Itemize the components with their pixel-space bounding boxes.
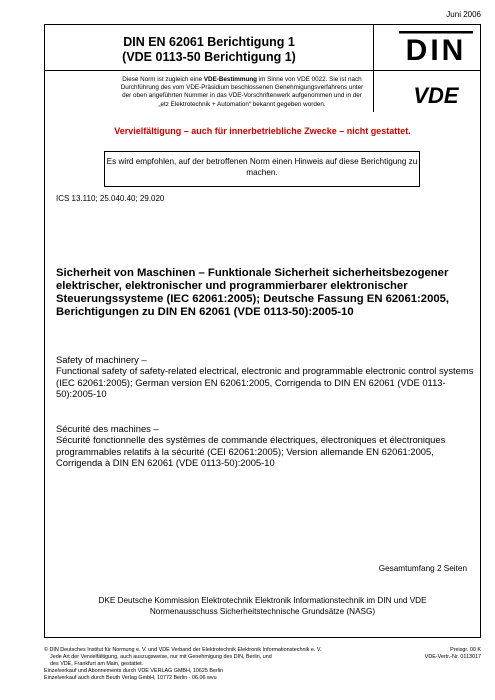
title-german: Sicherheit von Maschinen – Funktionale Sicherheit sicherheitsbezogener elektrischer, elektronischer und programmierbarer elektronischer Steuerungssysteme (IEC 62061:2005); Deutsche Fassung EN 62061:2005, Berichtigungen zu DIN EN 62061 (VDE 0113-50):2005-10: [56, 267, 450, 318]
vde-notice: [117, 76, 367, 109]
title-english-rest: Functional safety of safety-related electrical, electronic and programmable electronic control systems (IEC 62061:2005); German version EN 62061:2005, Corrigenda to DIN EN 62061 (VDE 0113-50):2005-10: [56, 365, 474, 399]
order-number: VDE-Vertr.-Nr. 0113017: [424, 654, 481, 660]
header-frame: [44, 24, 481, 638]
reproduction-warning: Vervielfältigung – auch für innerbetriebliche Zwecke – nicht gestattet.: [114, 126, 411, 136]
price-info: [425, 647, 481, 661]
vde-classification: (VDE 0113-50 Berichtigung 1): [122, 50, 296, 64]
dke-committee: [44, 596, 481, 617]
title-french-line1: Sécurité des machines –: [56, 423, 159, 434]
footer-line: © DIN Deutsches Institut für Normung e. V. und VDE Verband der Elektrotechnik Elektronik Informationstechnik e. V.: [44, 647, 322, 653]
document-number: DIN EN 62061 Berichtigung 1: [123, 35, 295, 49]
footer-line: Einzelverkauf auch durch Beuth Verlag GmbH, 10772 Berlin · 06.06 wvu: [44, 675, 217, 681]
vde-logo-text: VDE: [413, 84, 459, 106]
total-pages: Gesamtumfang 2 Seiten: [378, 564, 467, 573]
footer-line: des VDE, Frankfurt am Main, gestattet.: [50, 661, 144, 667]
dke-line1: DKE Deutsche Kommission Elektrotechnik Elektronik Informationstechnik im DIN und VDE: [98, 596, 427, 605]
vde-notice-prefix: Diese Norm ist zugleich eine: [122, 76, 204, 83]
title-english-line1: Safety of machinery –: [56, 354, 147, 365]
title-french: [56, 423, 481, 468]
vde-logo: [393, 84, 479, 106]
footer-line: Jede Art der Vervielfältigung, auch auszugsweise, nur mit Genehmigung des DIN, Berlin, und: [50, 654, 272, 660]
price-group: Preisgr. 00 K: [450, 647, 481, 653]
din-logo: [393, 30, 479, 66]
title-english: [56, 354, 476, 399]
ics-codes: ICS 13.110; 25.040.40; 29.020: [56, 194, 165, 203]
vde-notice-bold: VDE-Bestimmung: [203, 76, 258, 83]
header-divider: [44, 70, 481, 71]
dke-line2: Normenausschuss Sicherheitstechnische Grundsätze (NASG): [149, 606, 376, 616]
hint-text: Es wird empfohlen, auf der betroffenen Norm einen Hinweis auf diese Berichtigung zu machen.: [106, 157, 418, 177]
din-logo-text: DIN: [405, 34, 467, 66]
copyright-footer: [44, 647, 389, 682]
title-french-rest: Sécurité fonctionnelle des systèmes de commande électriques, électroniques et électroniques programmables relatifs à la sécurité (CEI 62061:2005); Version allemande EN 62061:2005, Corrigenda à DIN EN 62061 (VDE 0113-50):2005-10: [56, 434, 446, 468]
issue-date: Juni 2006: [446, 10, 481, 19]
footer-line: Einzelverkauf und Abonnements durch VDE VERLAG GMBH, 10625 Berlin: [44, 668, 224, 674]
vde-notice-rest: im Sinne von VDE 0022. Sie ist nach Durchführung des vom VDE-Präsidium beschlossenen Genehmigungsverfahrens unter der oben angeführten Nummer in das VDE-Vorschriftenwerk aufgenommen und in der „etz Elektrotechnik + Automation“ bekannt gegeben worden.: [120, 76, 364, 108]
